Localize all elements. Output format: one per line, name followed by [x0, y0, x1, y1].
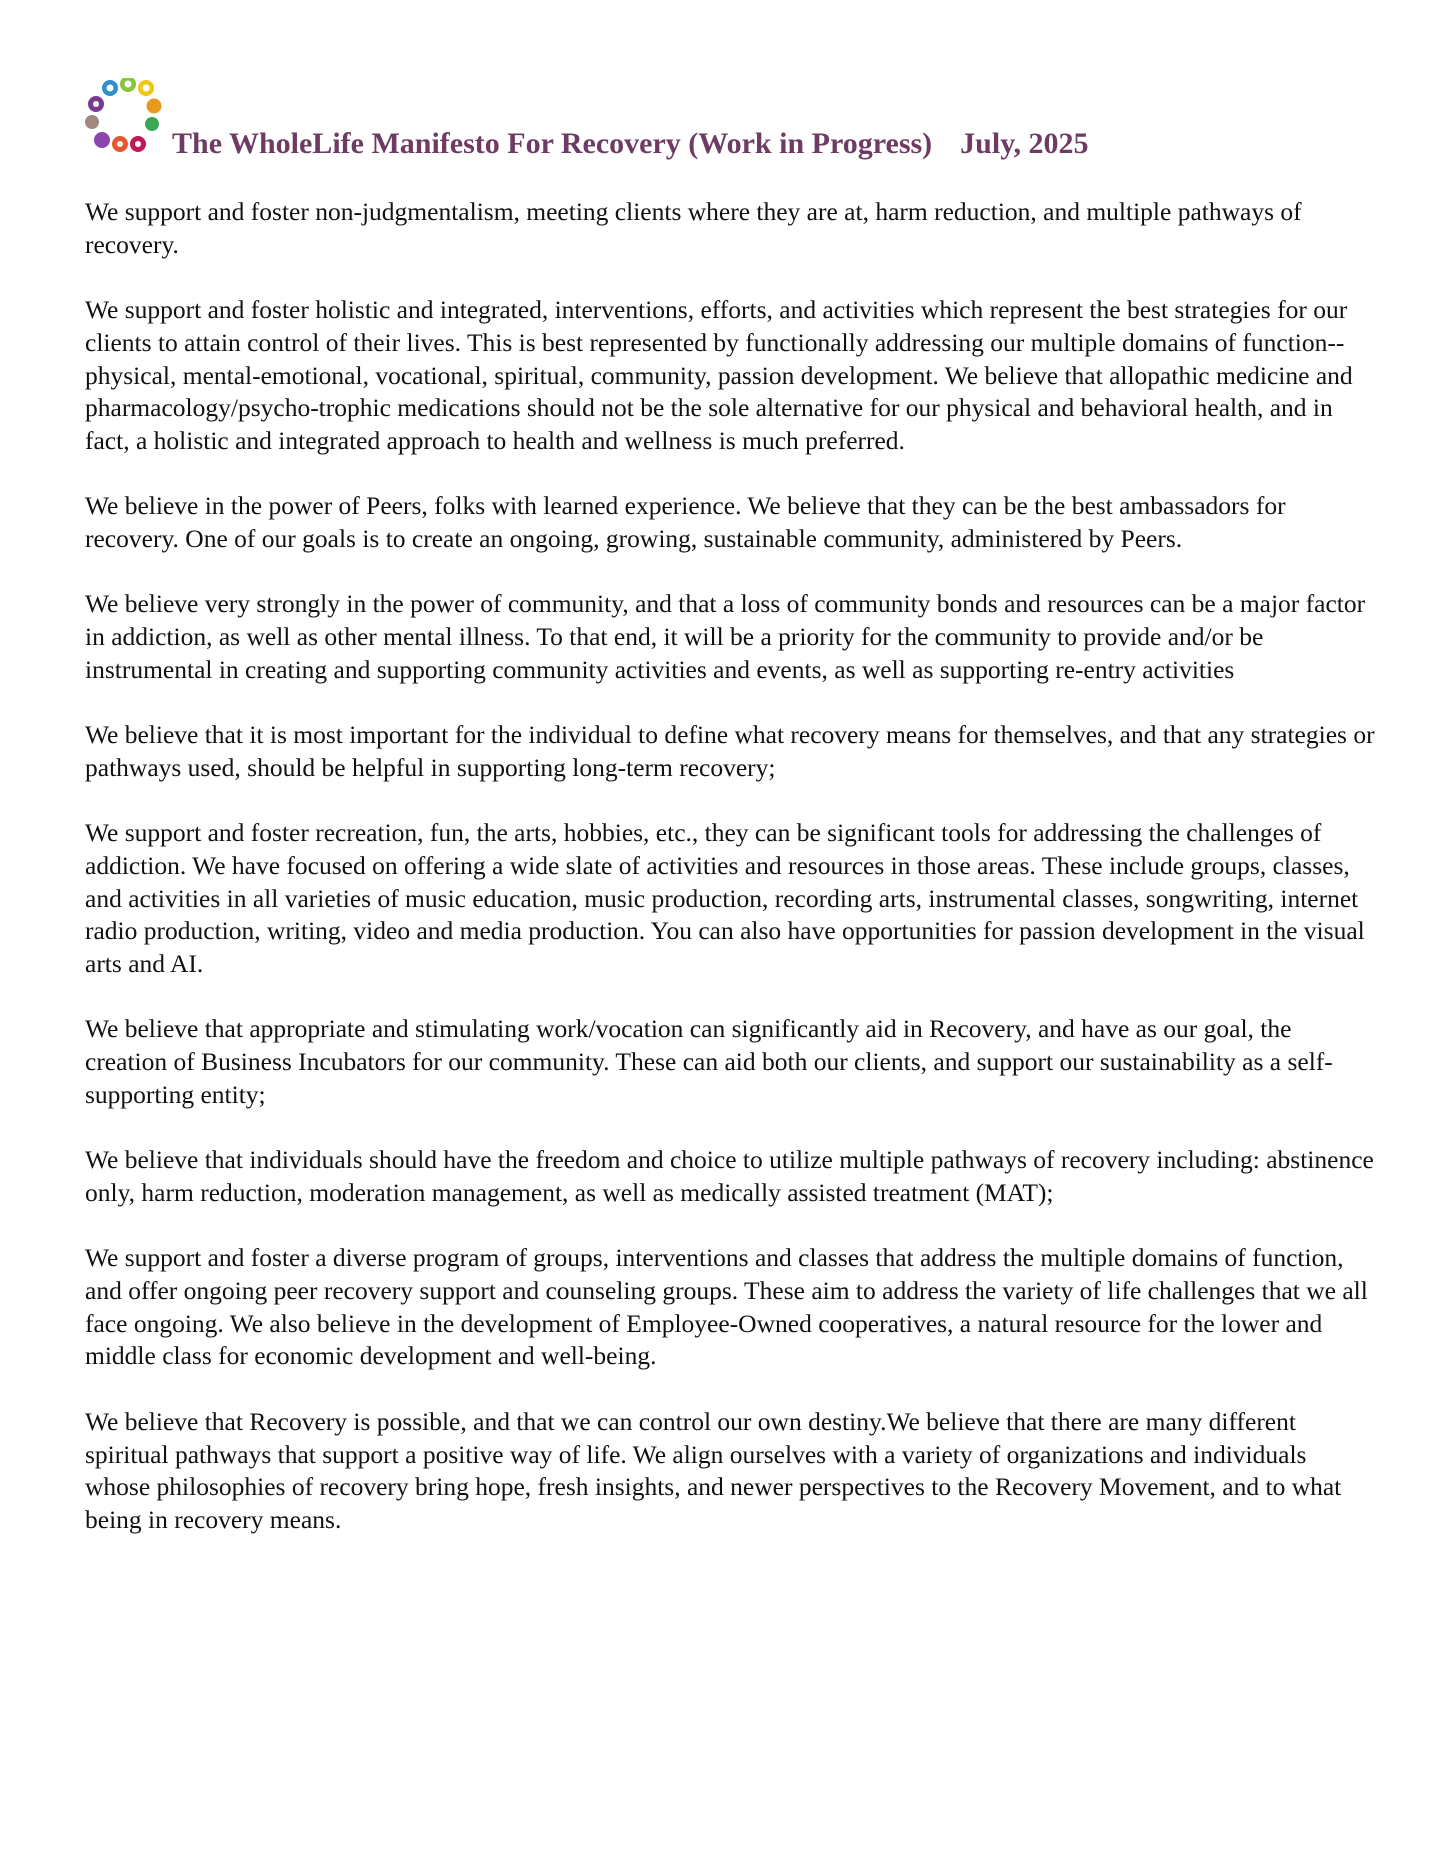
- paragraph-4: We believe very strongly in the power of community, and that a loss of community bonds and resources can be a major factor in addiction, as well as other mental illness. To that end, it will be a priority for the community to provide and/or be instrumental in creating and supporting community activities and events, as well as supporting re-entry activities: [85, 589, 1366, 684]
- paragraph-9: We support and foster a diverse program of groups, interventions and classes that address the multiple domains of function, and offer ongoing peer recovery support and counseling groups. These aim to address the variety of life challenges that we all face ongoing. We also believe in the development of Employee-Owned cooperatives, a natural resource for the lower and middle class for economic development and well-being.: [85, 1243, 1368, 1371]
- paragraph-5: We believe that it is most important for the individual to define what recovery means for themselves, and that any strategies or pathways used, should be helpful in supporting long-term recovery;: [85, 720, 1375, 782]
- paragraph-8: We believe that individuals should have the freedom and choice to utilize multiple pathways of recovery including: abstinence only, harm reduction, moderation management, as well as medically assisted treatment (MAT);: [85, 1145, 1374, 1207]
- paragraph-2: We support and foster holistic and integrated, interventions, efforts, and activities which represent the best strategies for our clients to attain control of their lives. This is best represented by functionally addressing our multiple domains of function--physical, mental-emotional, vocational, spiritual, community, passion development. We believe that allopathic medicine and pharmacology/psycho-trophic medications should not be the sole alternative for our physical and behavioral health, and in fact, a holistic and integrated approach to health and wellness is much preferred.: [85, 295, 1353, 455]
- wholelife-logo-icon: [84, 78, 174, 162]
- document-header: [84, 78, 1384, 168]
- paragraph-6: We support and foster recreation, fun, the arts, hobbies, etc., they can be significant tools for addressing the challenges of addiction. We have focused on offering a wide slate of activities and resources in those areas. These include groups, classes, and activities in all varieties of music education, music production, recording arts, instrumental classes, songwriting, internet radio production, writing, video and media production. You can also have opportunities for passion development in the visual arts and AI.: [85, 818, 1365, 979]
- document-date: July, 2025: [960, 127, 1089, 160]
- paragraph-7: We believe that appropriate and stimulating work/vocation can significantly aid in Recovery, and have as our goal, the creation of Business Incubators for our community. These can aid both our clients, and support our sustainability as a self-supporting entity;: [85, 1014, 1333, 1109]
- manifesto-body: [85, 196, 1375, 1569]
- paragraph-1: We support and foster non-judgmentalism, meeting clients where they are at, harm reduction, and multiple pathways of recovery.: [85, 197, 1302, 259]
- paragraph-3: We believe in the power of Peers, folks with learned experience. We believe that they can be the best ambassadors for recovery. One of our goals is to create an ongoing, growing, sustainable community, administered by Peers.: [85, 491, 1286, 553]
- paragraph-10: We believe that Recovery is possible, and that we can control our own destiny.We believe that there are many different spiritual pathways that support a positive way of life. We align ourselves with a variety of organizations and individuals whose philosophies of recovery bring hope, fresh insights, and newer perspectives to the Recovery Movement, and to what being in recovery means.: [85, 1406, 1342, 1534]
- page-title: [172, 127, 1089, 161]
- document-title: The WholeLife Manifesto For Recovery (Work in Progress): [172, 127, 933, 160]
